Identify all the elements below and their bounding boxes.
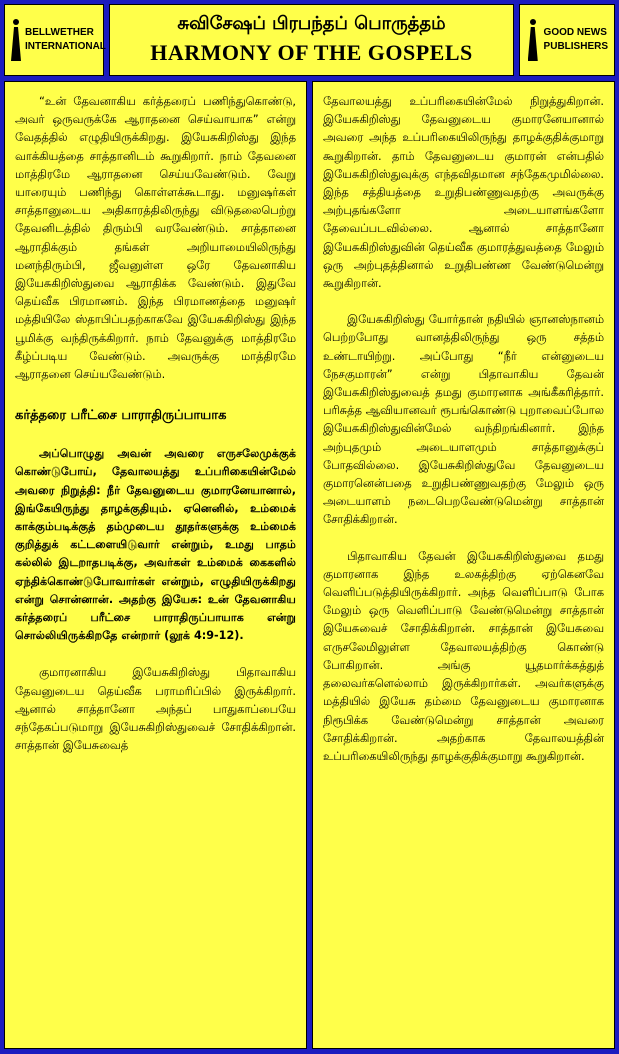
left-column (4, 81, 307, 1049)
logo-line-1: BELLWETHER (25, 27, 94, 38)
tower-icon (526, 19, 540, 61)
logo-line-2: PUBLISHERS (543, 41, 608, 52)
paragraph: இயேசுகிறிஸ்து யோர்தான் நதியில் ஞானஸ்நானம் பெற்றபோது வானத்திலிருந்து ஒரு சத்தம் உண்டாயிற்று. அப்போது “நீர் என்னுடைய நேசகுமாரன்” என்று பிதாவாகிய தேவன் இயேசுகிறிஸ்துவைத் தமது குமாரனாக அங்கீகரித்தார். பரிசுத்த ஆவியானவர் ரூபங்கொண்டு புறாவைப்போல இயேசுகிறிஸ்துவின்மேல் வந்திறங்கினார். இந்த அற்புதமும் அடையாளமும் சாத்தானுக்குப் போதவில்லை. இயேசுகிறிஸ்துவே தேவனுடைய குமாரனென்பதை உறுதிபண்ணுவதற்கு மேலும் ஒரு அடையாளம் நடைபெறவேண்டுமென்று சாத்தான் சோதிக்கிறான். (323, 312, 604, 527)
logo-line-1: GOOD NEWS (543, 27, 607, 38)
page-title-box (109, 4, 514, 76)
bellwether-logo-text (25, 26, 106, 54)
good-news-logo-text (544, 26, 608, 54)
logo-line-2: INTERNATIONAL (25, 41, 106, 52)
page-title-tamil: சுவிசேஷப் பிரபந்தப் பொருத்தம் (177, 13, 446, 34)
bellwether-logo (4, 4, 104, 76)
section-heading: கர்த்தரை பரீட்சை பாராதிருப்பாயாக (15, 408, 227, 424)
paragraph: குமாரனாகிய இயேசுகிறிஸ்து பிதாவாகிய தேவனுடைய தெய்வீக பராமரிப்பில் இருக்கிறார். ஆனால் சாத்தானோ அந்தப் பாதுகாப்பையே சந்தேகப்படுமாறு இயேசுகிறிஸ்துவைச் சோதிக்கிறான். சாத்தான் இயேசுவைத் (15, 665, 296, 753)
paragraph: தேவாலயத்து உப்பரிகையின்மேல் நிறுத்துகிறான். இயேசுகிறிஸ்து தேவனுடைய குமாரனேயானால் அவரை அந்த உப்பரிகையிலிருந்து தாழக்குதிக்குமாறு கூறுகிறான். தாம் தேவனுடைய குமாரன் என்பதில் இயேசுகிறிஸ்துவுக்கு எந்தவிதமான சந்தேகமுமில்லை. இந்த சத்தியத்தை உறுதிபண்ணுவதற்கு அவருக்கு அற்புதங்களோ அடையாளங்களோ தேவைப்படவில்லை. ஆனால் சாத்தானோ இயேசுகிறிஸ்துவின் தெய்வீக குமாரத்துவத்தை மேலும் ஒரு அற்புதத்தினால் உறுதிபண்ண வேண்டுமென்று கூறுகிறான். (323, 94, 604, 291)
bell-tower-icon (11, 19, 21, 61)
good-news-logo (519, 4, 615, 76)
paragraph: “உன் தேவனாகிய கர்த்தரைப் பணிந்துகொண்டு, அவர் ஒருவருக்கே ஆராதனை செய்வாயாக” என்று வேதத்தில் எழுதியிருக்கிறது. இயேசுகிறிஸ்து இந்த வாக்கியத்தை சாத்தானிடம் கூறுகிறார். நாம் தேவனை மாத்திரமே ஆராதனை செய்யவேண்டும். வேறு யாரையும் பணிந்து கொள்ளக்கூடாது. மனுஷர்கள் சாத்தானுடைய அதிகாரத்திலிருந்து விடுதலைபெற்று தேவனிடத்தில் திரும்பி வரவேண்டும். சாத்தானை ஆராதிக்கும் தங்கள் அறியாமையிலிருந்து மனந்திரும்பி, ஜீவனுள்ள ஒரே தேவனாகிய இயேசுகிறிஸ்துவை ஆராதிக்க வேண்டும். இதுவே தெய்வீக பிரமாணம். இந்த பிரமாணத்தை மனுஷர் மத்தியிலே ஸ்தாபிப்பதற்காகவே இயேசுகிறிஸ்து இந்த பூமிக்கு வந்திருக்கிறார். நாம் தேவனுக்கு மாத்திரமே கீழ்ப்படிய வேண்டும். அவருக்கு மாத்திரமே ஆராதனை செய்யவேண்டும். (15, 94, 296, 382)
page-title-english: HARMONY OF THE GOSPELS (150, 40, 473, 65)
paragraph: பிதாவாகிய தேவன் இயேசுகிறிஸ்துவை தமது குமாரனாக இந்த உலகத்திற்கு ஏற்கெனவே வெளிப்படுத்தியிருக்கிறார். அந்த வெளிப்பாடு போக மேலும் ஒரு வெளிப்பாடு வேண்டுமென்று சாத்தான் இயேசுவைச் சோதிக்கிறான். சாத்தான் இயேசுவை எருசலேமிலுள்ள தேவாலயத்திற்கு கொண்டு போகிறான். அங்கு யூதமார்க்கத்துத் தலைவர்களெல்லாம் இருக்கிறார்கள். அவர்களுக்கு மத்தியில் இயேசு தம்மை தேவனுடைய குமாரனாக நிரூபிக்க வேண்டுமென்று சாத்தான் அவரை சோதிக்கிறான். அதற்காக தேவாலயத்தின் உப்பரிகையிலிருந்து தாழக்குதிக்குமாறு கூறுகிறான். (323, 548, 604, 763)
scripture-quote: அப்பொழுது அவன் அவரை எருசலேமுக்குக் கொண்டுபோய், தேவாலயத்து உப்பரிகையின்மேல் அவரை நிறுத்தி: நீர் தேவனுடைய குமாரனேயானால், இங்கேயிருந்து தாழக்குதியும். ஏனெனில், உம்மைக் காக்கும்படிக்குத் தம்முடைய தூதர்களுக்கு உம்மைக் குறித்துக் கட்டளையிடுவார் என்றும், உமது பாதம் கல்லில் இடறாதபடிக்கு, அவர்கள் உம்மைக் கைகளில் ஏந்திக்கொண்டுபோவார்கள் என்றும், எழுதியிருக்கிறது என்று சொன்னான். அதற்கு இயேசு: உன் தேவனாகிய கர்த்தரைப் பரீட்சை பாராதிருப்பாயாக என்று சொல்லியிருக்கிறதே என்றார் (லூக் 4:9-12). (15, 447, 296, 643)
right-column (312, 81, 615, 1049)
